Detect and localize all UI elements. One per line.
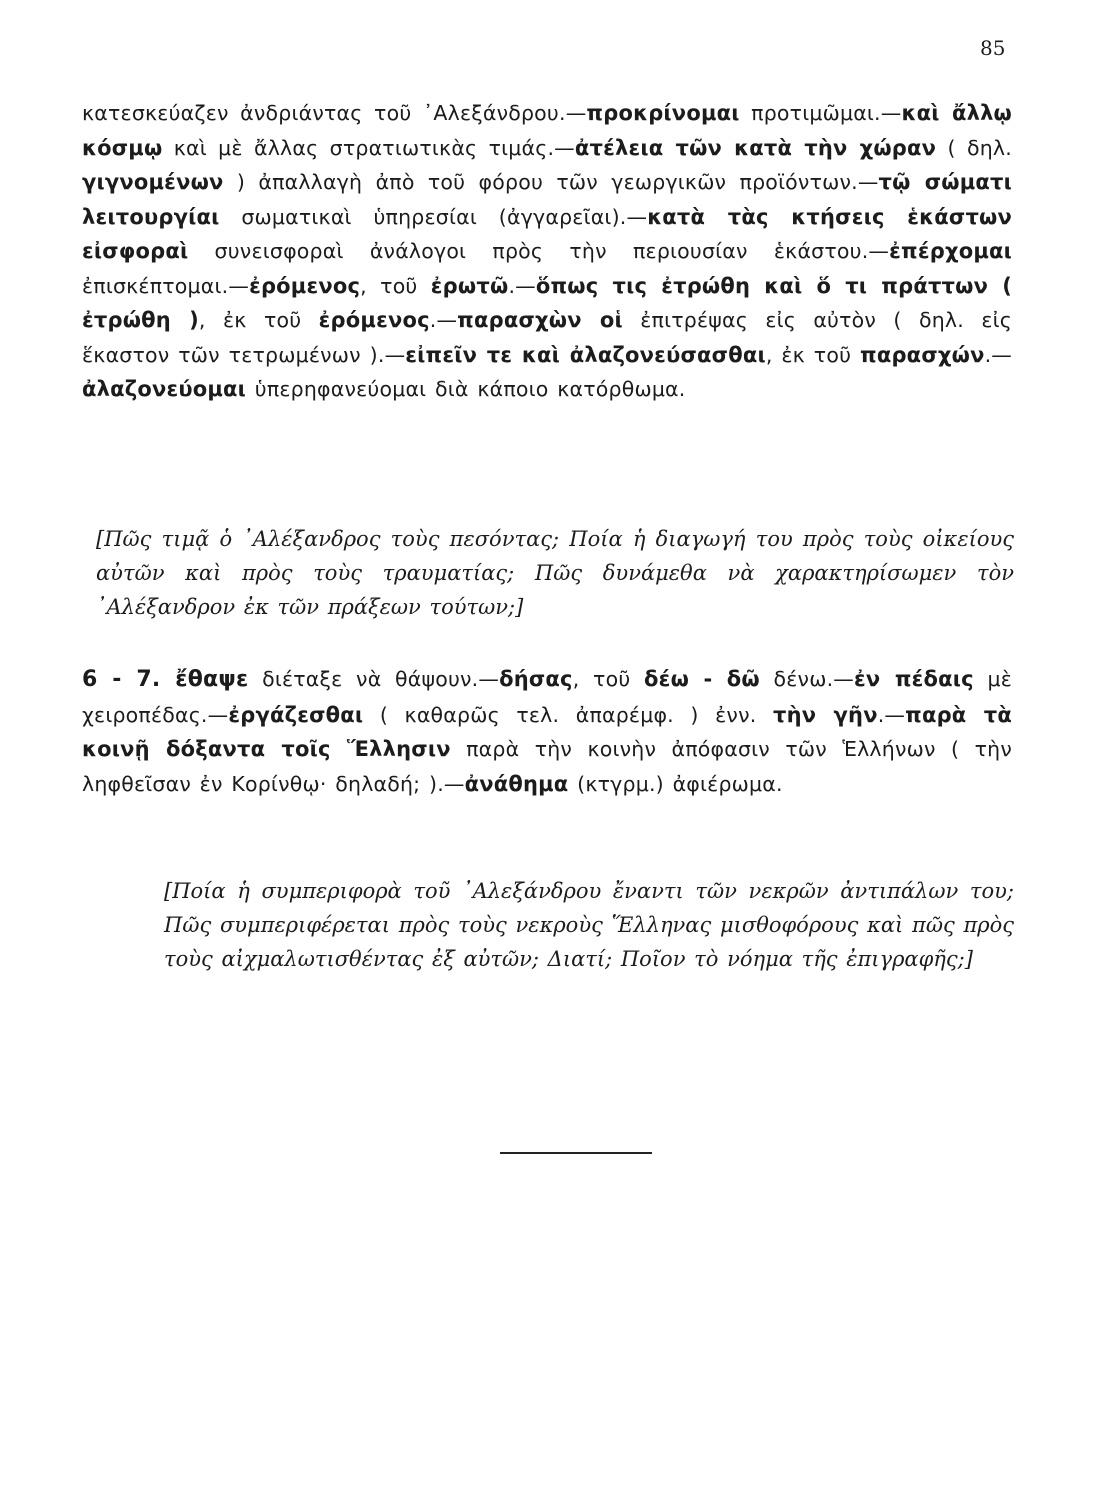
bold-term: 6 - 7. ἔθαψε	[82, 667, 249, 692]
study-question-1: [Πῶς τιμᾷ ὁ ᾿Αλέξανδρος τοὺς πεσόντας; Ποία ἡ διαγωγή του πρὸς τοὺς οἰκείους αὐτῶν καὶ πρὸς τοὺς τραυματίας; Πῶς δυνάμεθα νὰ χαρακτηρίσωμεν τὸν ᾿Αλέξανδρον ἐκ τῶν πράξεων τούτων;]	[96, 527, 1014, 619]
bold-term: γιγνομένων	[82, 170, 224, 194]
commentary-paragraph-2	[82, 662, 1012, 801]
bold-term: ἀτέλεια τῶν κατὰ τὴν χώραν	[574, 135, 937, 160]
gloss-text: .—	[877, 702, 906, 727]
bold-term: ἐργάζεσθαι	[228, 702, 364, 727]
gloss-text: (κτγρμ.) ἀφιέρωμα.	[568, 771, 783, 796]
bold-term: παρασχὼν οἱ	[457, 308, 623, 332]
bold-term: δήσας	[499, 667, 573, 691]
gloss-text: μὲ χειροπέδας.—	[82, 667, 1012, 727]
bold-term: καὶ ἄλλῳ κόσμῳ	[82, 101, 1013, 160]
bold-term: τῷ σώματι λειτουργίαι	[82, 170, 1012, 229]
gloss-text: δένω.—	[759, 667, 854, 691]
gloss-text: συνεισφοραὶ ἀνάλογοι πρὸς τὴν περιουσίαν ἑκάστου.—	[188, 239, 890, 263]
gloss-text: καὶ μὲ ἄλλας στρατιωτικὰς τιμάς.—	[162, 135, 575, 160]
gloss-text: , τοῦ	[572, 667, 645, 691]
bold-term: παρασχών	[860, 342, 985, 367]
gloss-text: , τοῦ	[360, 273, 431, 298]
bold-term: παρὰ τὰ κοινῇ δόξαντα τοῖς Ἕλλησιν	[82, 702, 1012, 761]
page-number: 85	[980, 36, 1006, 60]
gloss-text: ( δηλ.	[936, 135, 1012, 160]
gloss-text: σωματικαὶ ὑπηρεσίαι (ἀγγαρεῖαι).—	[219, 204, 648, 229]
bold-term: ἐπέρχομαι	[889, 239, 1012, 263]
bold-term: ἐν πέδαις	[854, 667, 974, 691]
gloss-text: ( καθαρῶς τελ. ἀπαρέμφ. ) ἐνν.	[363, 702, 773, 727]
end-rule-divider	[500, 1152, 652, 1154]
gloss-text: ) ἀπαλλαγὴ ἀπὸ τοῦ φόρου τῶν γεωργικῶν προϊόντων.—	[223, 170, 879, 194]
gloss-text: , ἐκ τοῦ	[765, 342, 861, 367]
bold-term: τὴν γῆν	[772, 702, 878, 727]
gloss-text: παρὰ τὴν κοινὴν ἀπόφασιν τῶν Ἑλλήνων ( τὴν ληφθεῖσαν ἐν Κορίνθῳ· δηλαδή; ).—	[82, 737, 1012, 796]
bold-term: προκρίνομαι	[586, 101, 740, 125]
gloss-text: προτιμῶμαι.—	[739, 101, 902, 125]
gloss-text: .—	[508, 273, 536, 298]
bold-term: ἐρόμενος	[249, 273, 361, 298]
gloss-text: .—	[429, 308, 458, 332]
bold-term: δέω - δῶ	[644, 667, 760, 691]
bold-term: ἐρωτῶ	[430, 273, 509, 298]
bold-term: ἐρόμενος	[318, 308, 430, 332]
bold-term: εἰπεῖν τε καὶ ἀλαζονεύσασθαι	[405, 342, 766, 367]
gloss-text: διέταξε νὰ θάψουν.—	[248, 667, 500, 691]
gloss-text: ἐπισκέπτομαι.—	[82, 273, 250, 298]
gloss-text: , ἐκ τοῦ	[198, 308, 319, 332]
bold-term: ἀλαζονεύομαι	[82, 377, 247, 401]
gloss-text: ὑπερηφανεύομαι διὰ κάποιο κατόρθωμα.	[246, 377, 686, 401]
bold-term: κατὰ τὰς κτήσεις ἑκάστων εἰσφοραὶ	[82, 204, 1013, 263]
gloss-text: .—	[984, 342, 1012, 367]
commentary-paragraph-1	[82, 96, 1012, 407]
bold-term: ἀνάθημα	[464, 771, 569, 796]
gloss-text: ἐπιτρέψας εἰς αὐτὸν ( δηλ. εἰς ἕκαστον τῶν τετρωμένων ).—	[82, 308, 1012, 367]
gloss-text: κατεσκεύαζεν ἀνδριάντας τοῦ ᾿Αλεξάνδρου.—	[82, 101, 587, 125]
study-question-2: [Ποία ἡ συμπεριφορὰ τοῦ ᾿Αλεξάνδρου ἔναντι τῶν νεκρῶν ἀντιπάλων του; Πῶς συμπεριφέρεται πρὸς τοὺς νεκροὺς Ἕλληνας μισθοφόρους καὶ πῶς πρὸς τοὺς αἰχμαλωτισθέντας ἐξ αὐτῶν; Διατί; Ποῖον τὸ νόημα τῆς ἐπιγραφῆς;]	[164, 879, 1014, 971]
bold-term: ὅπως τις ἐτρώθη καὶ ὅ τι πράττων ( ἐτρώθη )	[82, 273, 1012, 332]
